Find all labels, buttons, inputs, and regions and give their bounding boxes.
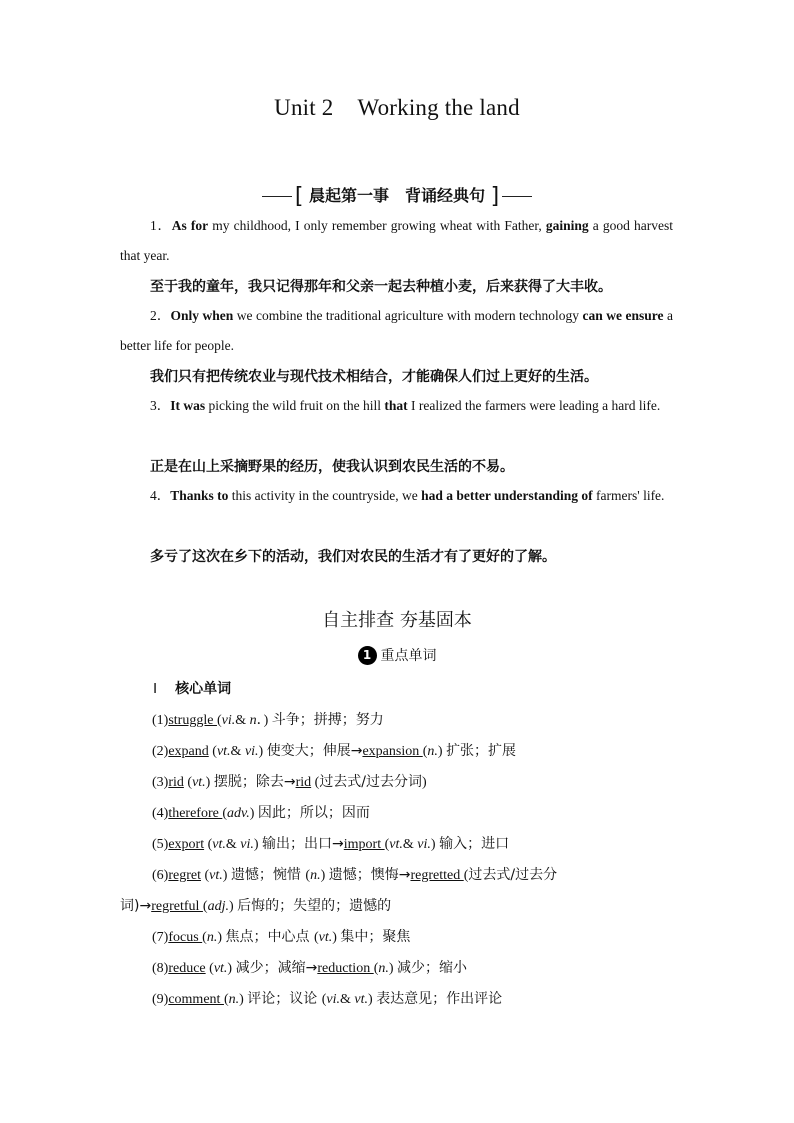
vocab-text: ) [258, 744, 267, 759]
part-of-speech: vi. [221, 713, 236, 728]
vocab-text: ) [239, 992, 248, 1007]
sentence-translation-3: 正是在山上采摘野果的经历，使我认识到农民生活的不易。 [150, 459, 514, 475]
part-of-speech: vt. [389, 837, 403, 852]
vocab-text: ( [384, 837, 390, 852]
sentence-3 [120, 391, 673, 421]
vocab-text: 斗争；拼搏；努力 [271, 712, 384, 728]
vocab-text: ( [422, 744, 428, 759]
sentence-1 [120, 211, 673, 271]
part-of-speech: vt. [216, 744, 231, 759]
banner-rule-left [262, 196, 292, 197]
part-of-speech: vt. [209, 868, 223, 883]
vocab-text: ) [422, 775, 427, 790]
part-of-speech: adv. [227, 806, 250, 821]
key-phrase: As for [171, 218, 209, 233]
part-of-speech: vt. [354, 992, 369, 1007]
vocab-text: ( [321, 992, 327, 1007]
vocab-word: rid [168, 775, 184, 790]
key-phrase: that [384, 398, 408, 413]
part-of-speech: vt. [192, 775, 206, 790]
vocab-word: struggle [168, 713, 217, 728]
vocab-text: ．) [256, 713, 272, 728]
vocab-text: 减少；缩小 [397, 960, 468, 976]
unit-title [0, 95, 794, 121]
vocab-text: & [230, 744, 245, 759]
sentence-text: this activity in the countryside, we [228, 488, 422, 503]
vocab-text: ( [311, 775, 320, 790]
sentence-number: 3． [150, 398, 171, 413]
key-phrase: can we ensure [582, 308, 664, 323]
vocab-text: 焦点；中心点 [225, 929, 314, 945]
part-of-speech: n. [427, 744, 438, 759]
sentence-number: 1． [150, 218, 172, 233]
vocab-text: 遗憾；惋惜 [230, 867, 306, 883]
vocab-text: 评论；议论 [247, 991, 322, 1007]
vocab-text: ) [253, 837, 263, 852]
sentence-text: we combine the traditional agriculture with modern technology [233, 308, 583, 323]
vocab-text: (4) [152, 806, 169, 821]
unit-name: Working the land [357, 95, 520, 120]
vocab-item [152, 988, 502, 1008]
vocab-text: (3) [152, 775, 169, 790]
vocab-text: ) [320, 868, 329, 883]
vocab-text: ) [227, 961, 236, 976]
part-of-speech: vi. [417, 837, 431, 852]
sentence-translation-1: 至于我的童年，我只记得那年和父亲一起去种植小麦，后来获得了大丰收。 [150, 279, 612, 295]
vocab-word: therefore [168, 806, 223, 821]
key-phrase: gaining [545, 218, 589, 233]
vocab-text: ) [205, 775, 214, 790]
sentence-text: a better life for people. [120, 308, 673, 353]
vocab-text: ( [202, 899, 208, 914]
roman-numeral: Ⅰ [153, 682, 158, 697]
part-of-speech: vi. [326, 992, 341, 1007]
vocab-text: & [235, 713, 250, 728]
vocab-text: & [225, 837, 241, 852]
sentence-translation-4: 多亏了这次在乡下的活动，我们对农民的生活才有了更好的了解。 [150, 549, 556, 565]
vocab-word: regret [168, 868, 201, 883]
vocab-text: ) [249, 806, 258, 821]
part-of-speech: vi. [240, 837, 254, 852]
vocab-word: comment [168, 992, 224, 1007]
vocab-text: 集中；聚焦 [340, 929, 411, 945]
vocab-text: ) [430, 837, 440, 852]
vocab-text: (1) [152, 713, 169, 728]
vocab-text: (5) [152, 837, 169, 852]
part-of-speech: n. [206, 930, 218, 945]
vocab-text: & [340, 992, 355, 1007]
vocab-text: 表达意见；作出评论 [376, 991, 503, 1007]
vocab-text: ( [373, 961, 379, 976]
part-of-speech: vi. [244, 744, 259, 759]
vocab-text: (2) [152, 744, 169, 759]
vocab-text: 遗憾；懊悔→ [328, 867, 411, 883]
sentence-number: 4． [150, 488, 171, 503]
vocab-item [120, 895, 391, 915]
section-title: 自主排查 夯基固本 [322, 610, 472, 631]
vocab-group-heading [153, 678, 231, 698]
vocab-item [152, 709, 384, 729]
vocab-text: ( [223, 992, 229, 1007]
key-phrase: had a better understanding of [421, 488, 593, 503]
vocab-text: 扩张；扩展 [446, 743, 517, 759]
sentence-text: farmers' life. [592, 488, 665, 503]
part-of-speech: n. [228, 992, 240, 1007]
vocab-text: (7) [152, 930, 169, 945]
vocab-text: (6) [152, 868, 169, 883]
vocab-item [152, 833, 509, 853]
vocab-text: ) [388, 961, 398, 976]
banner-rule-right [502, 196, 532, 197]
vocab-text: ( [200, 868, 210, 883]
vocab-word: regretted [410, 868, 464, 883]
vocab-item [152, 802, 370, 822]
vocab-item [152, 864, 557, 884]
vocab-word: regretful [151, 899, 203, 914]
part-of-speech: vt. [213, 961, 228, 976]
vocab-text: ) [437, 744, 447, 759]
vocab-text: 摆脱；除去→ [213, 774, 296, 790]
number-badge: 1 [358, 646, 377, 665]
vocab-word: expansion [362, 744, 423, 759]
key-phrase: Only when [170, 308, 234, 323]
vocab-word: export [168, 837, 205, 852]
vocab-text: ( [204, 837, 213, 852]
sentence-2 [120, 301, 673, 361]
vocab-text: ) [217, 930, 226, 945]
part-of-speech: vt. [318, 930, 333, 945]
vocab-word: expand [168, 744, 209, 759]
vocab-text: ) [332, 930, 341, 945]
vocab-word: reduction [317, 961, 374, 976]
vocab-group-label: 核心单词 [175, 681, 232, 697]
sentence-text: I realized the farmers were leading a hard life. [407, 398, 661, 413]
sentence-number: 2． [150, 308, 171, 323]
vocab-text: 使变大；伸展→ [266, 743, 363, 759]
key-phrase: Thanks to [170, 488, 229, 503]
vocab-text: ( [208, 744, 217, 759]
section-banner: [ 晨起第一事 背诵经典句 ] [0, 183, 794, 209]
vocab-text: ( [183, 775, 193, 790]
banner-text: 晨起第一事 背诵经典句 [308, 186, 485, 205]
unit-number: Unit 2 [274, 95, 334, 120]
vocab-text: ( [216, 713, 222, 728]
vocab-text: (9) [152, 992, 169, 1007]
vocab-text: 因此；所以；因而 [257, 805, 370, 821]
vocab-text: ) [368, 992, 377, 1007]
vocab-text: 输入；进口 [439, 836, 510, 852]
vocab-text: 词)→ [120, 898, 152, 914]
vocab-text: ) [222, 868, 231, 883]
vocab-text: ) [228, 899, 238, 914]
vocab-text: 减少；减缩→ [235, 960, 318, 976]
vocab-item [152, 771, 427, 791]
vocab-text: ( [463, 868, 469, 883]
vocab-text: ( [305, 868, 311, 883]
sentence-text: picking the wild fruit on the hill [205, 398, 385, 413]
vocab-text: ( [313, 930, 319, 945]
vocab-text: 过去式/过去分词 [319, 774, 423, 790]
part-of-speech: vt. [212, 837, 226, 852]
sentence-text: a good harvest that year. [120, 218, 673, 263]
subsection-heading [0, 645, 794, 665]
key-phrase: It was [170, 398, 206, 413]
vocab-word: reduce [168, 961, 206, 976]
vocab-text: ( [222, 806, 228, 821]
sentence-translation-2: 我们只有把传统农业与现代技术相结合，才能确保人们过上更好的生活。 [150, 369, 598, 385]
part-of-speech: n. [310, 868, 321, 883]
vocab-text: 后悔的；失望的；遗憾的 [237, 898, 392, 914]
sentence-text: my childhood, I only remember growing wheat with Father, [208, 218, 546, 233]
part-of-speech: adj. [207, 899, 229, 914]
part-of-speech: n [249, 713, 257, 728]
vocab-word: focus [168, 930, 203, 945]
subsection-label: 重点单词 [380, 648, 437, 664]
vocab-text: 输出；出口→ [262, 836, 344, 852]
vocab-text: 过去式/过去分 [468, 867, 558, 883]
sentence-4 [120, 481, 673, 511]
vocab-word: rid [295, 775, 312, 790]
vocab-text: (8) [152, 961, 169, 976]
vocab-item [152, 740, 516, 760]
vocab-item [152, 926, 410, 946]
vocab-item [152, 957, 467, 977]
vocab-text: ( [205, 961, 214, 976]
vocab-text: ( [202, 930, 207, 945]
part-of-speech: n. [378, 961, 389, 976]
vocab-text: & [402, 837, 418, 852]
vocab-word: import [343, 837, 385, 852]
